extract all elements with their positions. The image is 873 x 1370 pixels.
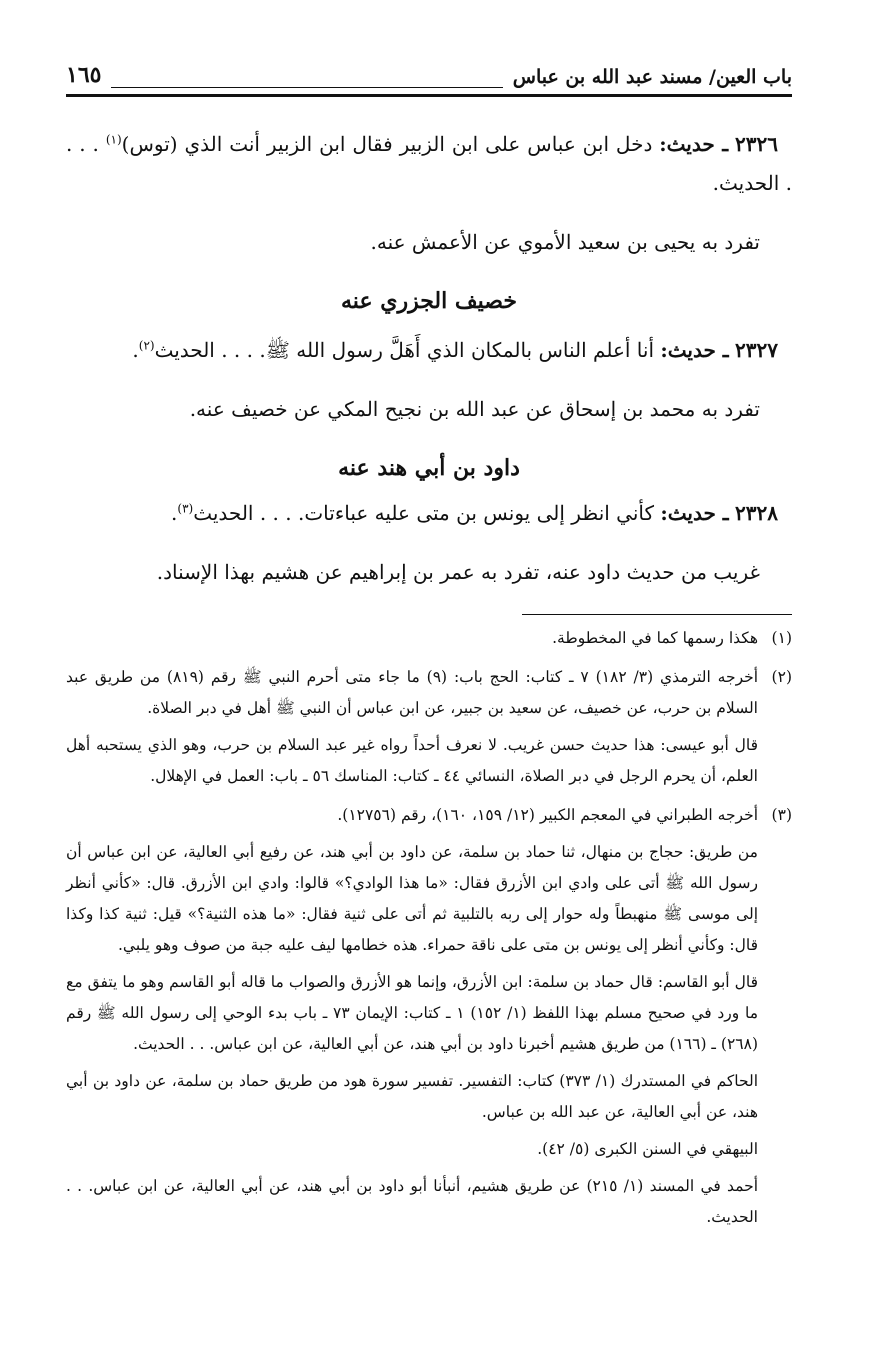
hadith-label: ـ حديث: xyxy=(659,132,729,156)
hadith-text: أنا أعلم الناس بالمكان الذي أَهَلَّ رسول الله ﷺ. . . . الحديث xyxy=(154,338,655,362)
footnote-3-continued xyxy=(66,837,758,1233)
book-page xyxy=(66,48,792,1233)
header-title: باب العين/ مسند عبد الله بن عباس xyxy=(512,66,792,88)
section-title-dawud: داود بن أبي هند عنه xyxy=(338,455,520,481)
footnotes xyxy=(66,623,792,1233)
hadith-2328 xyxy=(66,494,792,533)
hadith-tail: . xyxy=(132,338,139,362)
footnote-separator xyxy=(522,614,792,615)
hadith-number: ٢٣٢٦ xyxy=(735,132,779,156)
hadith-label: ـ حديث: xyxy=(660,338,729,362)
footnote-text: هكذا رسمها كما في المخطوطة. xyxy=(552,629,758,647)
running-header xyxy=(66,48,792,97)
footnote-number: (١) xyxy=(771,629,792,647)
hadith-2327 xyxy=(66,331,792,370)
hadith-2326 xyxy=(66,125,792,203)
hadith-note-2328: غريب من حديث داود عنه، تفرد به عمر بن إبراهيم عن هشيم بهذا الإسناد. xyxy=(156,560,760,584)
hadith-tail: . xyxy=(171,501,178,525)
footnote-1 xyxy=(66,623,792,654)
footnote-paragraph: قال أبو عيسى: هذا حديث حسن غريب. لا نعرف أحداً رواه غير عبد السلام بن حرب، وهو الذي يستحبه أهل العلم، أن يحرم الرجل في دبر الصلاة، النسائي ٤٤ ـ كتاب: المناسك ٥٦ ـ باب: العمل في الإهلال. xyxy=(66,736,758,785)
footnote-number: (٣) xyxy=(771,806,792,824)
footnote-paragraph: من طريق: حجاج بن منهال، ثنا حماد بن سلمة، عن داود بن أبي هند، عن رفيع أبي العالية، عن ابن عباس أن رسول الله ﷺ أتى على وادي ابن الأزرق فقال: «ما هذا الوادي؟» قالوا: وادي ابن الأزرق. قال: «كأني أنظر إلى موسى ﷺ منهبطاً وله حوار إلى ربه بالتلبية ثم أتى على ثنية فقال: «ما هذه الثنية؟» قيل: ثنية كذا وكذا قال: وكأني أنظر إلى يونس بن متى على ناقة حمراء. هذه خطامها ليف عليه جبة من صوف وهو يلبي. xyxy=(66,843,758,954)
footnote-ref: (١) xyxy=(105,132,122,147)
footnote-paragraph: قال أبو القاسم: قال حماد بن سلمة: ابن الأزرق، وإنما هو الأزرق والصواب ما قاله أبو القاسم وهو ما يتفق مع ما ورد في صحيح مسلم بهذا اللفظ (١/ ١٥٢) ١ ـ كتاب: الإيمان ٧٣ ـ باب بدء الوحي إلى رسول الله ﷺ رقم (٢٦٨) ـ (١٦٦) من طريق هشيم أخبرنا داود بن أبي هند، عن أبي العالية، عن ابن عباس. . . الحديث. xyxy=(66,973,759,1053)
page-number: ١٦٥ xyxy=(66,62,102,88)
hadith-note-2327: تفرد به محمد بن إسحاق عن عبد الله بن نجيح المكي عن خصيف عنه. xyxy=(189,397,760,421)
footnote-paragraph: الحاكم في المستدرك (١/ ٣٧٣) كتاب: التفسير. تفسير سورة هود من طريق حماد بن سلمة، عن داود بن أبي هند، عن أبي العالية، عن عبد الله بن عباس. xyxy=(66,1072,759,1121)
footnote-paragraph: أحمد في المسند (١/ ٢١٥) عن طريق هشيم، أنبأنا أبو داود بن أبي هند، عن أبي العالية، عن ابن عباس. . . الحديث. xyxy=(66,1177,758,1226)
footnote-text: أخرجه الترمذي (٣/ ١٨٢) ٧ ـ كتاب: الحج باب: (٩) ما جاء متى أحرم النبي ﷺ رقم (٨١٩) من طريق عبد السلام بن حرب، عن خصيف، عن سعيد بن جبير، عن ابن عباس أن النبي ﷺ أهل في دبر الصلاة. xyxy=(66,668,759,717)
footnote-paragraph: البيهقي في السنن الكبرى (٥/ ٤٢). xyxy=(537,1140,758,1158)
footnote-2 xyxy=(66,662,792,792)
hadith-note-2326: تفرد به يحيى بن سعيد الأموي عن الأعمش عنه. xyxy=(370,230,760,254)
footnote-3 xyxy=(66,800,792,831)
header-rule xyxy=(111,73,502,88)
footnote-ref: (٢) xyxy=(138,338,155,353)
section-title-khusayf: خصيف الجزري عنه xyxy=(341,288,517,314)
hadith-number: ٢٣٢٨ xyxy=(735,501,778,525)
hadith-text: دخل ابن عباس على ابن الزبير فقال ابن الزبير أنت الذي (توس) xyxy=(121,132,653,156)
footnote-ref: (٣) xyxy=(177,501,194,516)
hadith-tail: . . . . الحديث. xyxy=(66,132,792,195)
footnote-number: (٢) xyxy=(771,668,792,686)
hadith-number: ٢٣٢٧ xyxy=(735,338,778,362)
main-text xyxy=(66,125,792,592)
footnote-text: أخرجه الطبراني في المعجم الكبير (١٢/ ١٥٩، ١٦٠)، رقم (١٢٧٥٦). xyxy=(337,806,758,824)
hadith-text: كأني انظر إلى يونس بن متى عليه عباءتات. . . . الحديث xyxy=(193,501,655,525)
hadith-label: ـ حديث: xyxy=(660,501,729,525)
